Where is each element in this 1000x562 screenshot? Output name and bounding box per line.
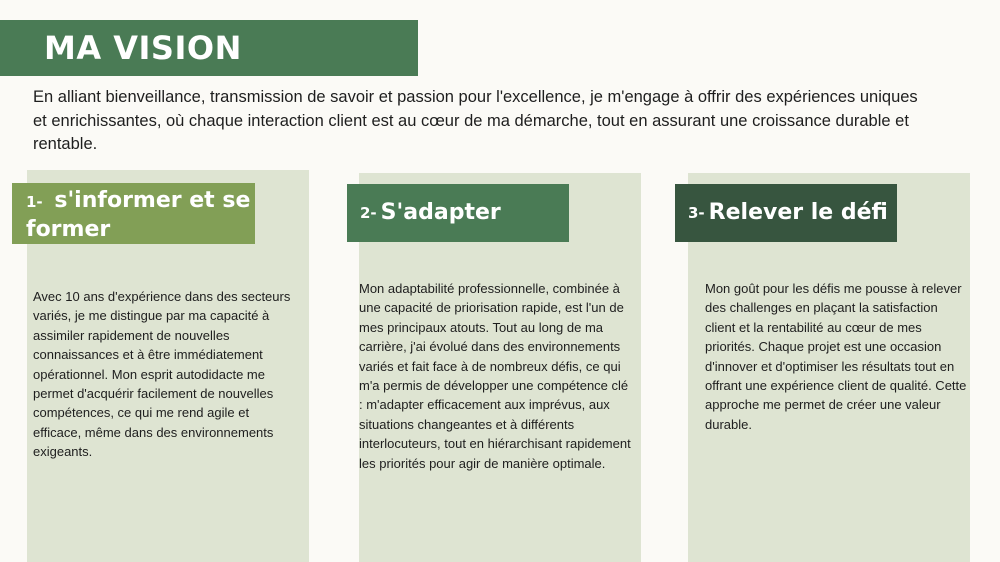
column-2-heading <box>347 184 569 242</box>
column-1-heading-text: s'informer et se former <box>26 188 251 242</box>
column-3-heading-text: Relever le défi <box>708 200 888 225</box>
title-banner <box>0 20 418 76</box>
column-2-heading-text: S'adapter <box>380 200 501 225</box>
column-1-body: Avec 10 ans d'expérience dans des secteurs variés, je me distingue par ma capacité à assimiler rapidement de nouvelles connaissances et à être immédiatement opérationnel. Mon esprit autodidacte me permet d'acquérir facilement de nouvelles compétences, ce qui me rend agile et efficace, même dans des environnements exigeants. <box>33 289 291 460</box>
column-3-heading <box>675 184 897 242</box>
intro-paragraph: En alliant bienveillance, transmission de savoir et passion pour l'excellence, je m'engage à offrir des expériences uniques et enrichissantes, où chaque interaction client est au cœur de ma démarche, tout en assurant une croissance durable et rentable. <box>33 88 918 153</box>
column-2-number: 2- <box>360 204 377 222</box>
column-3-number: 3- <box>688 204 705 222</box>
column-3-body: Mon goût pour les défis me pousse à relever des challenges en plaçant la satisfaction client et la rentabilité au cœur de mes priorités. Chaque projet est une occasion d'innover et d'optimiser les résultats tout en offrant une expérience client de qualité. Cette approche me permet de créer une valeur durable. <box>705 281 967 432</box>
column-1-number: 1- <box>26 193 43 211</box>
column-1-heading <box>12 183 255 244</box>
column-2-body: Mon adaptabilité professionnelle, combinée à une capacité de priorisation rapide, est l'un de mes principaux atouts. Tout au long de ma carrière, j'ai évolué dans des environnements variés et fait face à de nombreux défis, ce qui m'a permis de développer une compétence clé : m'adapter efficacement aux imprévus, aux situations changeantes et à différents interlocuteurs, tout en hiérarchisant rapidement les priorités pour agir de manière optimale. <box>359 281 631 471</box>
page-title: MA VISION <box>44 29 242 67</box>
